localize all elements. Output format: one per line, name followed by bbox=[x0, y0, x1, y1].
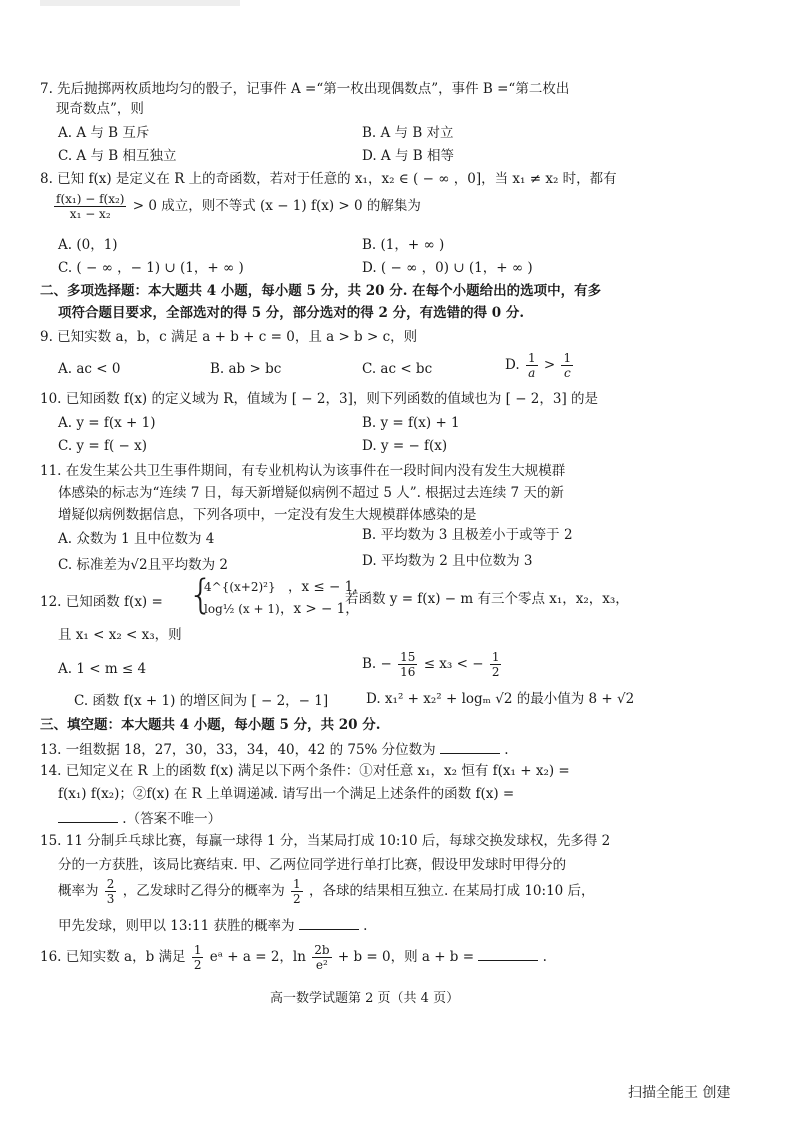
q9-d-frac1-den: a bbox=[528, 366, 536, 380]
q7-stem-line2: 现奇数点”，则 bbox=[56, 101, 144, 117]
q7-option-d: D. A 与 B 相等 bbox=[362, 148, 454, 164]
q16-end: . bbox=[542, 949, 547, 965]
q8-stem-line2-tail: > 0 成立，则不等式 (x − 1) f(x) > 0 的解集为 bbox=[132, 198, 421, 214]
q12-case1-expr: 4^{(x+2)²} bbox=[204, 580, 276, 594]
q15-frac1 bbox=[105, 877, 117, 906]
q12-b-frac2-den: 2 bbox=[491, 665, 500, 679]
q14-stem-line1: 14. 已知定义在 R 上的函数 f(x) 满足以下两个条件：①对任意 x₁，x₂ 恒有 f(x₁ + x₂) = bbox=[40, 763, 570, 779]
q15-answer-blank[interactable] bbox=[299, 915, 359, 930]
q12-b-frac2-num: 1 bbox=[491, 650, 500, 664]
q15-end: . bbox=[363, 918, 368, 934]
q8-option-a: A. (0，1) bbox=[58, 237, 118, 253]
q12-option-c: C. 函数 f(x + 1) 的增区间为 [ − 2，− 1] bbox=[74, 693, 329, 709]
q12-tail: 若函数 y = f(x) − m 有三个零点 x₁，x₂，x₃， bbox=[345, 591, 629, 607]
q15-stem-line1: 15. 11 分制乒乓球比赛，每赢一球得 1 分，当某局打成 10:10 后，每球交换发球权，先多得 2 bbox=[40, 833, 611, 849]
q16-a: 16. 已知实数 a，b 满足 bbox=[40, 949, 186, 965]
q14-stem-line3 bbox=[58, 808, 221, 828]
q14-stem-line2: f(x₁) f(x₂)；②f(x) 在 R 上单调递减. 请写出一个满足上述条件的函数 f(x) = bbox=[58, 786, 515, 802]
q8-option-c: C. ( − ∞ ，− 1) ∪ (1，+ ∞ ) bbox=[58, 260, 244, 276]
q12-option-b bbox=[362, 648, 503, 680]
q9-option-c: C. ac < bc bbox=[362, 361, 433, 377]
q8-fraction-den: x₁ − x₂ bbox=[69, 207, 111, 221]
q12-stem-line2: 且 x₁ < x₂ < x₃，则 bbox=[58, 627, 182, 643]
q10-option-d: D. y = − f(x) bbox=[362, 438, 448, 454]
q8-option-b: B. (1，+ ∞ ) bbox=[362, 237, 445, 253]
q12-b-prefix: B. − bbox=[362, 656, 392, 672]
q11-option-c: C. 标准差为√2且平均数为 2 bbox=[58, 557, 229, 573]
q11-option-d: D. 平均数为 2 且中位数为 3 bbox=[362, 553, 533, 569]
q9-d-gt: > bbox=[543, 357, 556, 373]
q14-answer-blank[interactable] bbox=[58, 808, 118, 823]
q13-answer-blank[interactable] bbox=[440, 739, 500, 754]
section2-heading-line1: 二、多项选择题：本大题共 4 小题，每小题 5 分，共 20 分. 在每个小题给出的选项中，有多 bbox=[40, 283, 602, 299]
q9-option-d-prefix: D. bbox=[505, 357, 520, 373]
q16-frac1-num: 1 bbox=[193, 943, 202, 957]
q7-option-c: C. A 与 B 相互独立 bbox=[58, 148, 177, 164]
q14-tail: .（答案不唯一） bbox=[122, 811, 222, 827]
q12-case1-cond: ，x ≤ − 1， bbox=[288, 579, 367, 595]
q12-b-frac2 bbox=[490, 650, 502, 679]
q9-option-b: B. ab > bc bbox=[210, 361, 282, 377]
q10-option-a: A. y = f(x + 1) bbox=[58, 415, 156, 431]
q7-option-a: A. A 与 B 互斥 bbox=[58, 125, 150, 141]
q11-stem-line2: 体感染的标志为“连续 7 日，每天新增疑似病例不超过 5 人”. 根据过去连续 7 天的新 bbox=[58, 485, 564, 501]
q16-frac2-den: e² bbox=[315, 958, 328, 972]
q12-case2-expr: log½ (x + 1) bbox=[204, 602, 280, 616]
q8-fraction bbox=[54, 192, 126, 221]
q7-option-b: B. A 与 B 对立 bbox=[362, 125, 454, 141]
q12-b-frac1 bbox=[398, 650, 417, 679]
scan-smudge bbox=[40, 0, 240, 6]
q9-d-frac1 bbox=[526, 351, 538, 380]
q12-case2-cond: ，x > − 1， bbox=[280, 601, 359, 617]
q9-option-d bbox=[505, 348, 575, 382]
q9-d-frac2-num: 1 bbox=[563, 351, 572, 365]
q16-frac1-den: 2 bbox=[193, 958, 202, 972]
section3-heading: 三、填空题：本大题共 4 小题，每小题 5 分，共 20 分. bbox=[40, 717, 381, 733]
q12-option-d: D. x₁² + x₂² + logₘ √2 的最小值为 8 + √2 bbox=[366, 691, 635, 707]
q9-option-a: A. ac < 0 bbox=[58, 361, 121, 377]
q15-l3-b: ，乙发球时乙得分的概率为 bbox=[122, 883, 285, 899]
q10-option-b: B. y = f(x) + 1 bbox=[362, 415, 460, 431]
scanner-watermark: 扫描全能王 创建 bbox=[628, 1085, 731, 1101]
q16-stem bbox=[40, 940, 547, 974]
q16-frac1 bbox=[192, 943, 204, 972]
q8-stem-line2 bbox=[52, 190, 421, 222]
q12-piecewise-brace: { bbox=[188, 572, 214, 618]
q11-option-b: B. 平均数为 3 且极差小于或等于 2 bbox=[362, 527, 573, 543]
q15-frac2 bbox=[291, 877, 303, 906]
q11-option-a: A. 众数为 1 且中位数为 4 bbox=[58, 531, 215, 547]
q8-option-d: D. ( − ∞ ，0) ∪ (1，+ ∞ ) bbox=[362, 260, 533, 276]
q16-b: eᵃ + a = 2，ln bbox=[209, 949, 306, 965]
q15-frac1-num: 2 bbox=[106, 877, 115, 891]
q12-b-frac1-den: 16 bbox=[400, 665, 416, 679]
q10-option-c: C. y = f( − x) bbox=[58, 438, 147, 454]
q9-d-frac1-num: 1 bbox=[527, 351, 536, 365]
q15-stem-line4 bbox=[58, 915, 367, 935]
section2-heading-line2: 项符合题目要求，全部选对的得 5 分，部分选对的得 2 分，有选错的得 0 分. bbox=[58, 305, 525, 321]
q13-text: 13. 一组数据 18，27，30，33，34，40，42 的 75% 分位数为 bbox=[40, 742, 436, 758]
q15-stem-line2: 分的一方获胜，该局比赛结束. 甲、乙两位同学进行单打比赛，假设甲发球时甲得分的 bbox=[58, 857, 567, 873]
q15-frac2-den: 2 bbox=[293, 892, 301, 906]
q12-prefix: 12. 已知函数 f(x) = bbox=[40, 594, 163, 610]
q10-stem: 10. 已知函数 f(x) 的定义域为 R，值域为 [ − 2，3]，则下列函数的值域也为 [ − 2，3] 的是 bbox=[40, 391, 599, 407]
q8-stem-line1: 8. 已知 f(x) 是定义在 R 上的奇函数，若对于任意的 x₁，x₂ ∈ ( − ∞ ，0]，当 x₁ ≠ x₂ 时，都有 bbox=[40, 171, 617, 187]
q16-frac2 bbox=[312, 943, 331, 972]
q13-end: . bbox=[504, 742, 509, 758]
q15-frac1-den: 3 bbox=[106, 892, 115, 906]
q15-frac2-num: 1 bbox=[293, 877, 301, 891]
q7-stem-line1: 7. 先后抛掷两枚质地均匀的骰子，记事件 A =“第一枚出现偶数点”，事件 B =“第二枚出 bbox=[40, 81, 570, 97]
q12-b-mid: ≤ x₃ < − bbox=[423, 656, 484, 672]
q16-answer-blank[interactable] bbox=[478, 946, 538, 961]
q16-frac2-num: 2b bbox=[314, 943, 330, 957]
q12-b-frac1-num: 15 bbox=[400, 650, 416, 664]
q11-stem-line1: 11. 在发生某公共卫生事件期间，有专业机构认为该事件在一段时间内没有发生大规模群 bbox=[40, 463, 566, 479]
q13-stem bbox=[40, 739, 509, 759]
q16-c: + b = 0，则 a + b = bbox=[337, 949, 475, 965]
q15-l3-c: ，各球的结果相互独立. 在某局打成 10:10 后， bbox=[308, 883, 595, 899]
q15-line4: 甲先发球，则甲以 13:11 获胜的概率为 bbox=[58, 918, 295, 934]
q9-stem: 9. 已知实数 a，b，c 满足 a + b + c = 0，且 a > b > c，则 bbox=[40, 329, 418, 345]
q15-stem-line3 bbox=[58, 874, 595, 908]
q12-case1 bbox=[204, 578, 276, 596]
q11-stem-line3: 增疑似病例数据信息，下列各项中，一定没有发生大规模群体感染的是 bbox=[58, 507, 477, 523]
q15-l3-a: 概率为 bbox=[58, 883, 99, 899]
q8-fraction-num: f(x₁) − f(x₂) bbox=[56, 192, 125, 206]
q12-option-a: A. 1 < m ≤ 4 bbox=[58, 661, 147, 677]
q9-d-frac2-den: c bbox=[563, 366, 571, 380]
page-footer: 高一数学试题第 2 页（共 4 页） bbox=[270, 991, 460, 1006]
q9-d-frac2 bbox=[561, 351, 573, 380]
